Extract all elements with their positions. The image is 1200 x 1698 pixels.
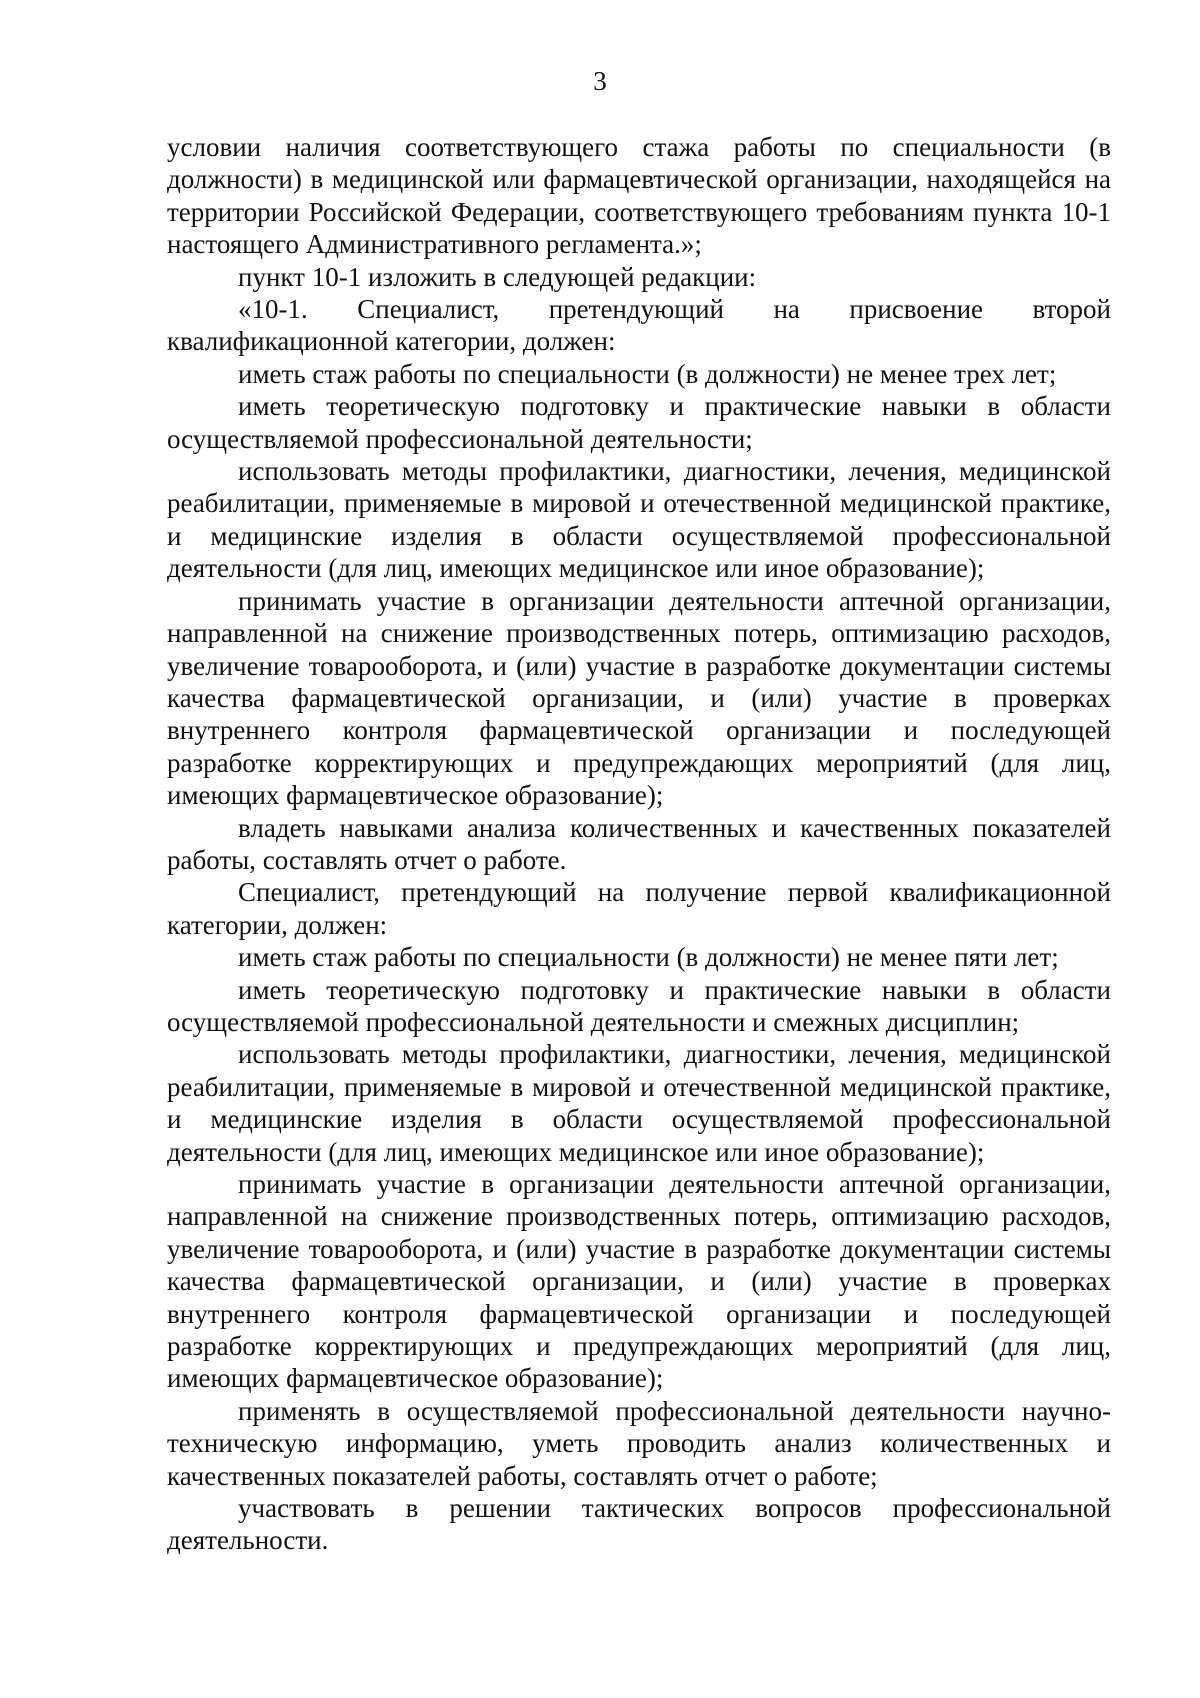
page-number: 3 (593, 66, 607, 96)
paragraph: условии наличия соответствующего стажа работы по специальности (в должности) в медицинской или фармацевтической организации, находящейся на территории Российской Федерации, соответствующего требованиям пункта 10-1 настоящего Административного регламента.»; (167, 132, 1111, 260)
paragraph: иметь стаж работы по специальности (в должности) не менее трех лет; (238, 358, 1057, 389)
paragraph: владеть навыками анализа количественных и качественных показателей работы, составлять отчет о работе. (167, 812, 1111, 875)
paragraph: «10-1. Специалист, претендующий на присвоение второй квалификационной категории, должен: (167, 294, 1111, 357)
paragraph: принимать участие в организации деятельности аптечной организации, направленной на снижение производственных потерь, оптимизацию расходов, увеличение товарооборота, и (или) участие в разработке документации системы качества фармацевтической организации, и (или) участие в проверках внутреннего контроля фармацевтической организации и последующей разработке корректирующих и предупреждающих мероприятий (для лиц, имеющих фармацевтическое образование); (167, 585, 1111, 811)
paragraph: Специалист, претендующий на получение первой квалификационной категории, должен: (167, 877, 1111, 940)
paragraph: использовать методы профилактики, диагностики, лечения, медицинской реабилитации, применяемые в мировой и отечественной медицинской практике, и медицинские изделия в области осуществляемой профессиональной деятельности (для лиц, имеющих медицинское или иное образование); (167, 1039, 1111, 1167)
paragraph: пункт 10-1 изложить в следующей редакции: (238, 261, 757, 292)
paragraph: иметь стаж работы по специальности (в должности) не менее пяти лет; (238, 942, 1059, 973)
paragraph: принимать участие в организации деятельности аптечной организации, направленной на снижение производственных потерь, оптимизацию расходов, увеличение товарооборота, и (или) участие в разработке документации системы качества фармацевтической организации, и (или) участие в проверках внутреннего контроля фармацевтической организации и последующей разработке корректирующих и предупреждающих мероприятий (для лиц, имеющих фармацевтическое образование); (167, 1169, 1111, 1394)
paragraph: иметь теоретическую подготовку и практические навыки в области осуществляемой профессиональной деятельности и смежных дисциплин; (167, 974, 1111, 1037)
paragraph: применять в осуществляемой профессиональной деятельности научно-техническую информацию, уметь проводить анализ количественных и качественных показателей работы, составлять отчет о работе; (167, 1395, 1111, 1491)
paragraph: участвовать в решении тактических вопросов профессиональной деятельности. (167, 1493, 1111, 1556)
paragraph: иметь теоретическую подготовку и практические навыки в области осуществляемой профессиональной деятельности; (167, 391, 1111, 454)
document-body (167, 131, 1111, 1557)
paragraph: использовать методы профилактики, диагностики, лечения, медицинской реабилитации, применяемые в мировой и отечественной медицинской практике, и медицинские изделия в области осуществляемой профессиональной деятельности (для лиц, имеющих медицинское или иное образование); (167, 456, 1111, 584)
